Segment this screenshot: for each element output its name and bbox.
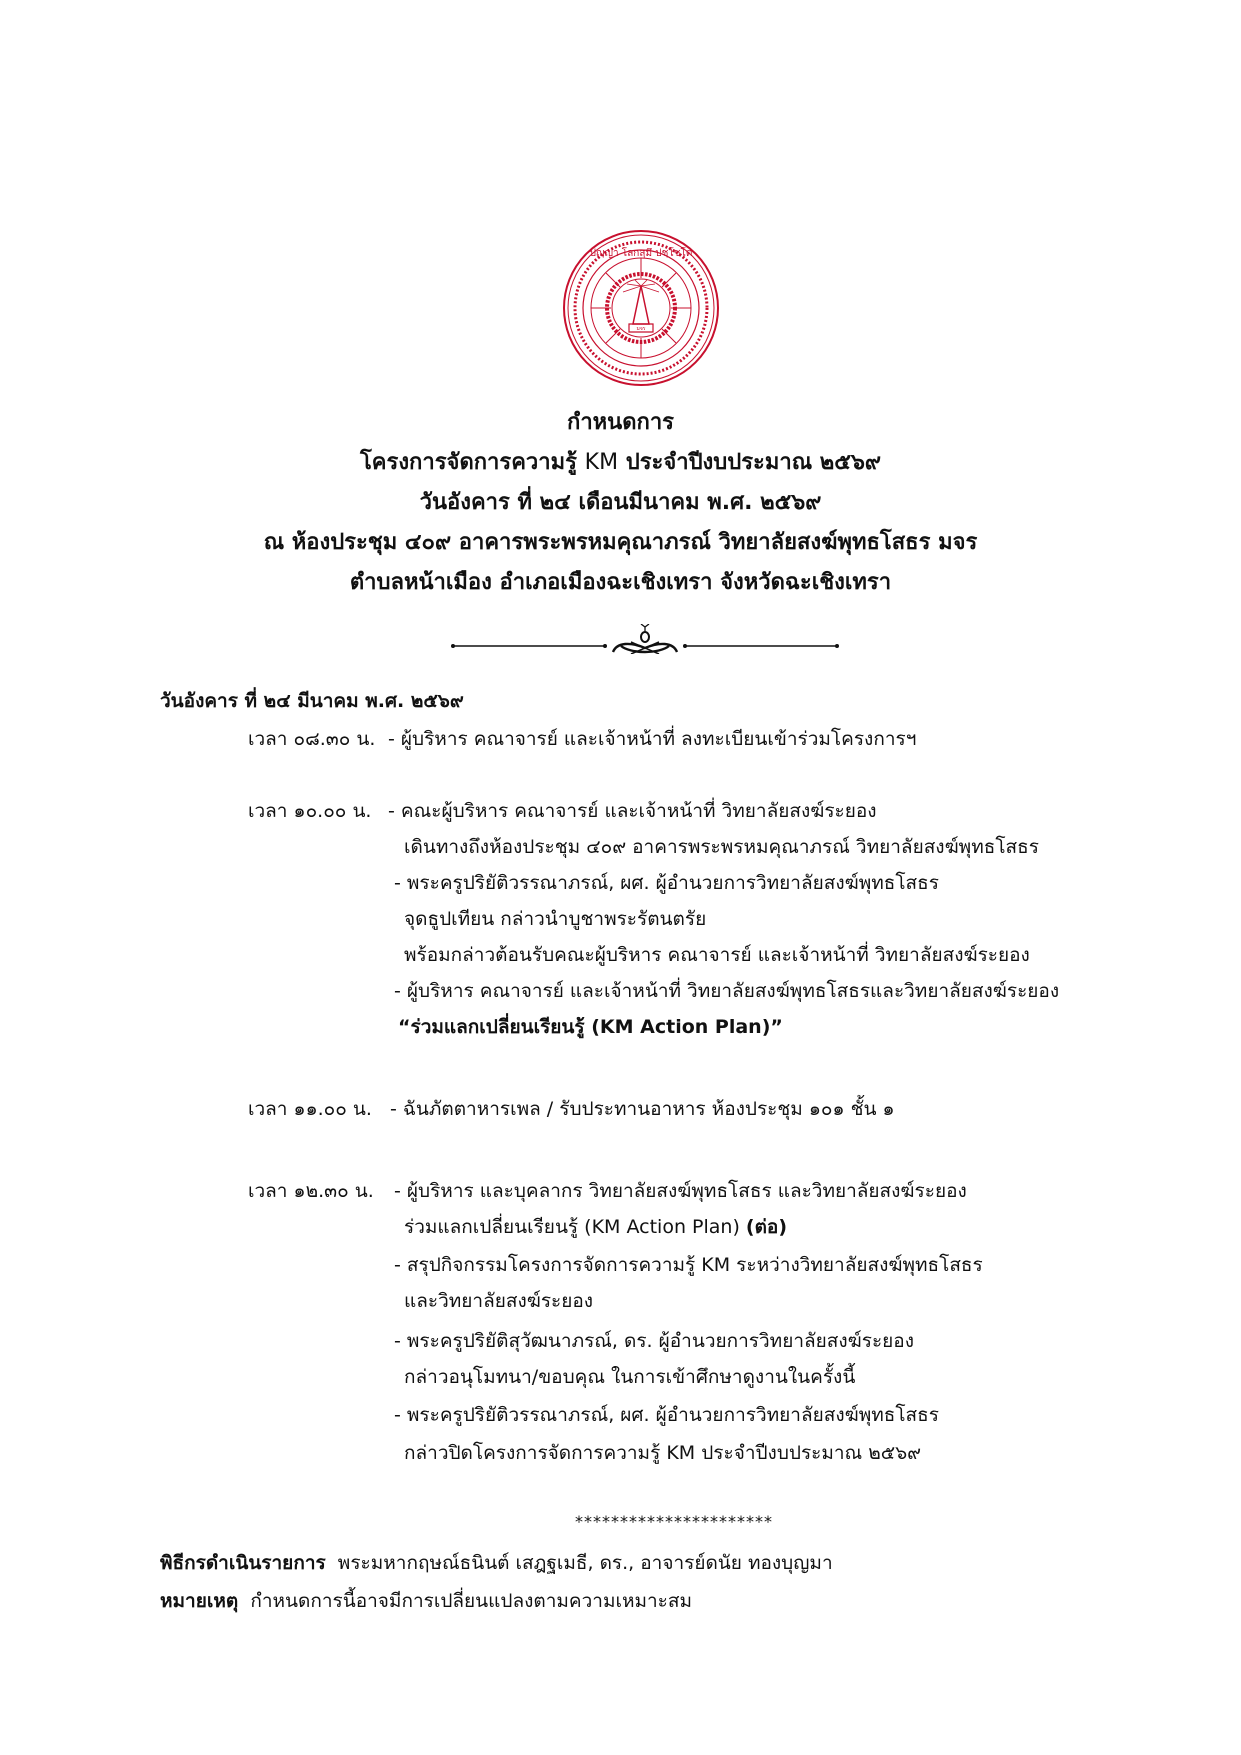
schedule-line: กล่าวอนุโมทนา/ขอบคุณ ในการเข้าศึกษาดูงานในครั้งนี้ [404,1366,856,1388]
svg-text:มจร: มจร [636,326,646,332]
schedule-line: - ผู้บริหาร และบุคลากร วิทยาลัยสงฆ์พุทธโสธร และวิทยาลัยสงฆ์ระยอง [394,1180,967,1202]
moderator-label: พิธีกรดำเนินรายการ [160,1552,326,1574]
schedule-time: เวลา ๐๘.๓๐ น. [248,728,376,750]
schedule-time: เวลา ๑๑.๐๐ น. [248,1098,372,1120]
schedule-line: - สรุปกิจกรรมโครงการจัดการความรู้ KM ระหว่างวิทยาลัยสงฆ์พุทธโสธร [394,1254,983,1276]
project-line [0,444,1241,479]
schedule-line: - พระครูปริยัติสุวัฒนาภรณ์, ดร. ผู้อำนวยการวิทยาลัยสงฆ์ระยอง [394,1330,914,1352]
moderator-value: พระมหากฤษณ์ธนินต์ เสฎฐเมธี, ดร., อาจารย์ดนัย ทองบุญมา [337,1552,833,1574]
schedule-line: - คณะผู้บริหาร คณาจารย์ และเจ้าหน้าที่ วิทยาลัยสงฆ์ระยอง [388,800,877,822]
date-line: วันอังคาร ที่ ๒๔ เดือนมีนาคม พ.ศ. ๒๕๖๙ [419,490,822,515]
project-km: KM [584,450,619,475]
schedule-line: - ผู้บริหาร คณาจารย์ และเจ้าหน้าที่ ลงทะเบียนเข้าร่วมโครงการฯ [388,728,917,750]
schedule-line: จุดธูปเทียน กล่าวนำบูชาพระรัตนตรัย [404,908,707,930]
schedule-line: พร้อมกล่าวต้อนรับคณะผู้บริหาร คณาจารย์ และเจ้าหน้าที่ วิทยาลัยสงฆ์ระยอง [404,944,1030,966]
note-line [160,1586,692,1616]
schedule-time: เวลา ๑๐.๐๐ น. [248,800,372,822]
day-heading: วันอังคาร ที่ ๒๔ มีนาคม พ.ศ. ๒๕๖๙ [160,690,464,712]
schedule-line: - พระครูปริยัติวรรณาภรณ์, ผศ. ผู้อำนวยการวิทยาลัยสงฆ์พุทธโสธร [394,1404,939,1426]
note-value: กำหนดการนี้อาจมีการเปลี่ยนแปลงตามความเหมาะสม [250,1590,693,1612]
university-seal-icon [561,228,721,388]
separator-stars: ********************** [575,1512,773,1531]
svg-text:ปญฺญา โลกสฺมึ ปชฺโชโต: ปญฺญา โลกสฺมึ ปชฺโชโต [589,248,693,259]
schedule-line: - พระครูปริยัติวรรณาภรณ์, ผศ. ผู้อำนวยการวิทยาลัยสงฆ์พุทธโสธร [394,872,939,894]
schedule-line: - ผู้บริหาร คณาจารย์ และเจ้าหน้าที่ วิทยาลัยสงฆ์พุทธโสธรและวิทยาลัยสงฆ์ระยอง [394,980,1060,1002]
schedule-line: - ฉันภัตตาหารเพล / รับประทานอาหาร ห้องประชุม ๑๐๑ ชั้น ๑ [390,1098,895,1120]
schedule-line-highlight: “ร่วมแลกเปลี่ยนเรียนรู้ (KM Action Plan)” [398,1016,783,1038]
schedule-line: และวิทยาลัยสงฆ์ระยอง [404,1290,594,1312]
ornamental-divider-icon [445,624,845,654]
schedule-line-text: ร่วมแลกเปลี่ยนเรียนรู้ (KM Action Plan) [404,1216,740,1238]
project-prefix: โครงการจัดการความรู้ [359,450,577,475]
project-suffix: ประจำปีงบประมาณ ๒๕๖๙ [625,450,882,475]
schedule-line: กล่าวปิดโครงการจัดการความรู้ KM ประจำปีงบประมาณ ๒๕๖๙ [404,1442,922,1464]
schedule-time: เวลา ๑๒.๓๐ น. [248,1180,374,1202]
continued-label: (ต่อ) [745,1216,788,1238]
venue-line: ณ ห้องประชุม ๔๐๙ อาคารพระพรหมคุณาภรณ์ วิทยาลัยสงฆ์พุทธโสธร มจร [263,530,978,555]
moderator-line [160,1548,833,1578]
schedule-line [404,1212,787,1242]
document-title: กำหนดการ [567,410,674,435]
schedule-line: เดินทางถึงห้องประชุม ๔๐๙ อาคารพระพรหมคุณาภรณ์ วิทยาลัยสงฆ์พุทธโสธร [404,836,1039,858]
note-label: หมายเหตุ [160,1590,239,1612]
location-line: ตำบลหน้าเมือง อำเภอเมืองฉะเชิงเทรา จังหวัดฉะเชิงเทรา [349,570,892,595]
